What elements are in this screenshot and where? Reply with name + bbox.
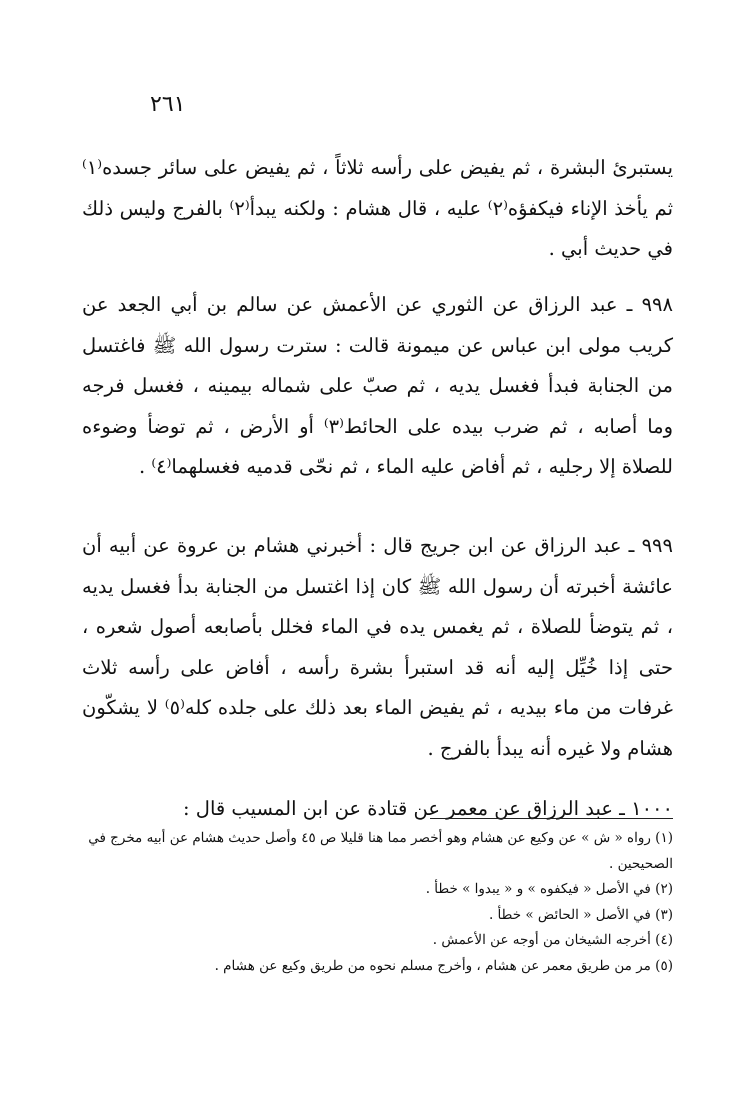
- page-number: ٢٦١: [150, 92, 186, 117]
- hadith-999: ٩٩٩ ـ عبد الرزاق عن ابن جريج قال : أخبرني هشام بن عروة عن أبيه أن عائشة أخبرته أن رسول الله ﷺ كان إذا اغتسل من الجنابة بدأ فغسل يديه ، ثم يتوضأ للصلاة ، ثم يغمس يده في الماء فخلل بأصابعه أصول شعره ، حتى إذا خُيِّل إليه أنه قد استبرأ بشرة رأسه ، أفاض على رأسه ثلاث غرفات من ماء بيديه ، ثم يفيض الماء بعد ذلك على جلده كله⁽٥⁾ لا يشكّون هشام ولا غيره أنه يبدأ بالفرج .: [82, 534, 673, 760]
- footnote-divider: [430, 818, 673, 819]
- footnote-3: (٣) في الأصل « الحائض » خطأ .: [488, 906, 673, 923]
- footnote-1: (١) رواه « ش » عن وكيع عن هشام وهو أخصر مما هنا قليلا ص ٤٥ وأصل حديث هشام عن أبيه مخرج في الصحيحين .: [88, 830, 673, 872]
- hadith-1000: ١٠٠٠ ـ عبد الرزاق عن معمر عن قتادة عن ابن المسيب قال :: [183, 797, 673, 820]
- footnote-4: (٤) أخرجه الشيخان من أوجه عن الأعمش .: [432, 932, 673, 948]
- footnote-2: (٢) في الأصل « فيكفوه » و « يبدوا » خطأ .: [425, 881, 673, 897]
- hadith-998: ٩٩٨ ـ عبد الرزاق عن الثوري عن الأعمش عن سالم بن أبي الجعد عن كريب مولى ابن عباس عن ميمونة قالت : سترت رسول الله ﷺ فاغتسل من الجنابة فبدأ فغسل يديه ، ثم صبّ على شماله بيمينه ، فغسل فرجه وما أصابه ، ثم ضرب بيده على الحائط⁽٣⁾ أو الأرض ، ثم توضأ وضوءه للصلاة إلا رجليه ، ثم أفاض عليه الماء ، ثم نحّى قدميه فغسلهما⁽٤⁾ .: [82, 293, 673, 478]
- footnote-5: (٥) مر من طريق معمر عن هشام ، وأخرج مسلم نحوه من طريق وكيع عن هشام .: [214, 957, 673, 974]
- paragraph-continuation: يستبرئ البشرة ، ثم يفيض على رأسه ثلاثاً ، ثم يفيض على سائر جسده⁽١⁾ ثم يأخذ الإناء فيكفؤه⁽٢⁾ عليه ، قال هشام : ولكنه يبدأ⁽٢⁾ بالفرج وليس ذلك في حديث أبي .: [82, 156, 673, 260]
- footnotes: [82, 826, 673, 979]
